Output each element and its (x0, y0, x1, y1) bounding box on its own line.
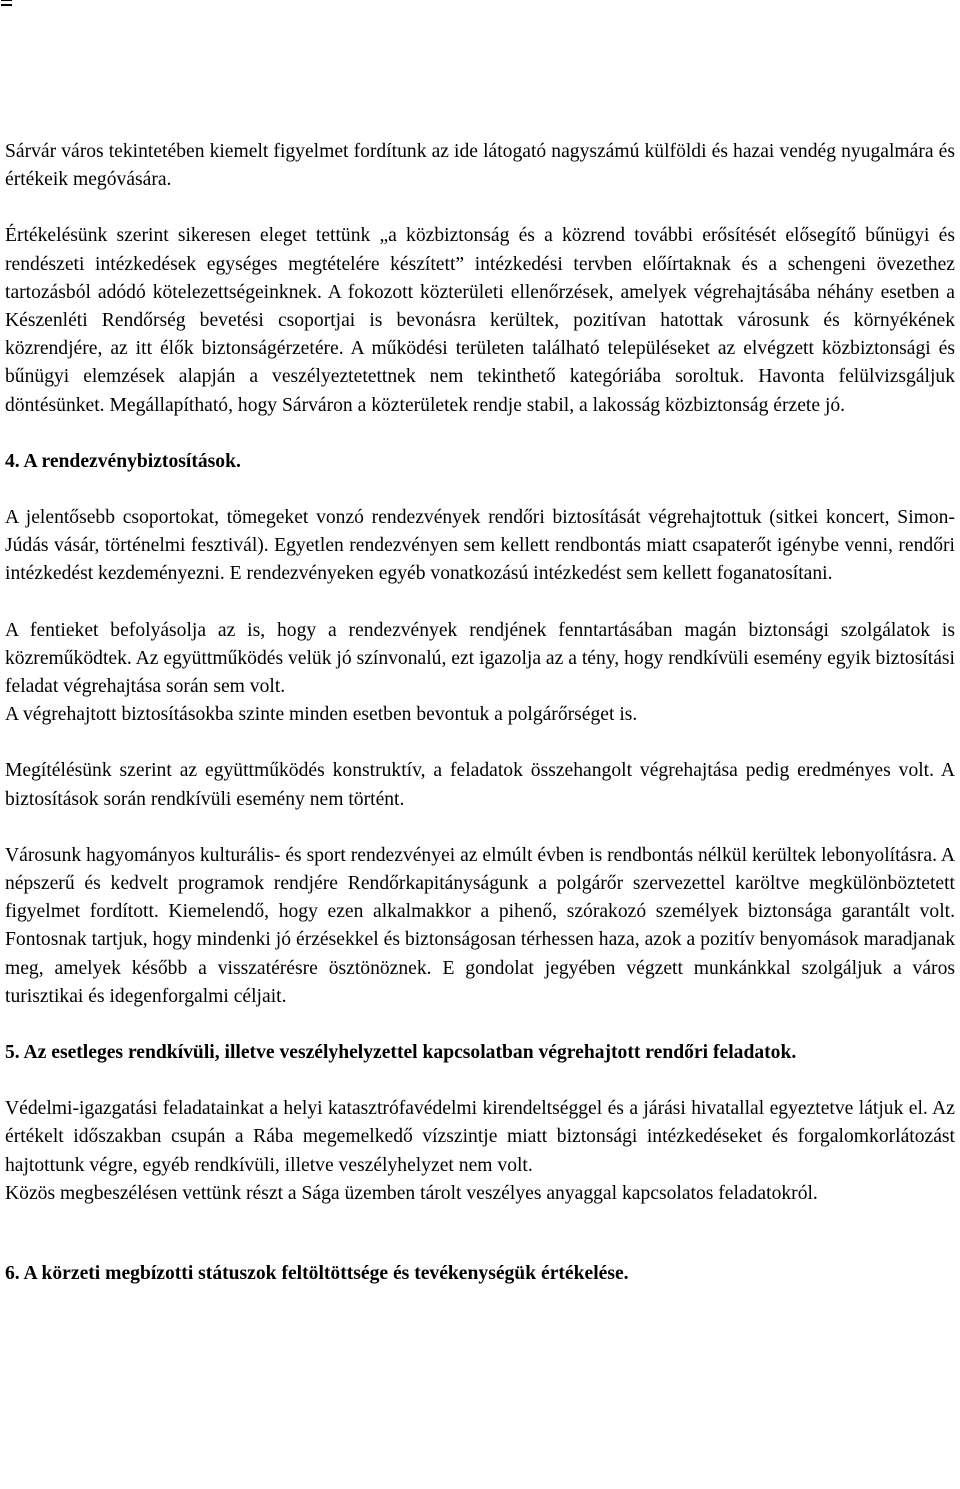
paragraph-hazardous-material-meeting: Közös megbeszélésen vettünk részt a Sága üzemben tárolt veszélyes anyaggal kapcsolatos feladatokról. (5, 1182, 818, 1204)
paragraph-defense-administration: Védelmi-igazgatási feladatainkat a helyi katasztrófavédelmi kirendeltséggel és a járási hivatallal egyeztetve látjuk el. Az értékelt időszakban csupán a Rába megemelkedő vízszintje miatt biztonsági intézkedéseket és forgalomkorlátozást hajtottunk végre, egyéb rendkívüli, illetve veszélyhelyzet nem volt. (5, 1098, 955, 1176)
document-page (5, 138, 955, 1288)
heading-emergency-tasks: 5. Az esetleges rendkívüli, illetve veszélyhelyzettel kapcsolatban végrehajtott rendőri feladatok. (5, 1042, 797, 1064)
paragraph-public-safety-evaluation: Értékelésünk szerint sikeresen eleget tettünk „a közbiztonság és a közrend további erősítését elősegítő bűnügyi és rendészeti intézkedések egységes megtételére készített” intézkedési tervben előírtaknak és a schengeni övezethez tartozásból adódó kötelezettségeinknek. A fokozott közterületi ellenőrzések, amelyek végrehajtásába néhány esetben a Készenléti Rendőrség bevetési csoportjai is bevonásra kerültek, pozitívan hatottak városunk és környékének közrendjére, az itt élők biztonságérzetére. A működési területen található településeket az elvégzett közbiztonsági és bűnügyi elemzések alapján a veszélyeztetettnek nem tekinthető kategóriába soroltuk. Havonta felülvizsgáljuk döntésünket. Megállapítható, hogy Sárváron a közterületek rendje stabil, a lakosság közbiztonság érzete jó. (5, 225, 955, 416)
paragraph-event-policing: A jelentősebb csoportokat, tömegeket vonzó rendezvények rendőri biztosítását végrehajtottuk (sitkei koncert, Simon-Júdás vásár, történelmi fesztivál). Egyetlen rendezvényen sem kellett rendbontás miatt csapaterőt igénybe venni, rendőri intézkedést kezdeményezni. E rendezvényeken egyéb vonatkozású intézkedést sem kellett foganatosítani. (5, 507, 955, 585)
paragraph-visitors: Sárvár város tekintetében kiemelt figyelmet fordítunk az ide látogató nagyszámú külföldi és hazai vendég nyugalmára és értékeik megóvására. (5, 141, 955, 191)
paragraph-cooperation: Megítélésünk szerint az együttműködés konstruktív, a feladatok összehangolt végrehajtása pedig eredményes volt. A biztosítások során rendkívüli esemény nem történt. (5, 760, 955, 810)
corner-mark-icon (1, 0, 12, 6)
heading-event-security: 4. A rendezvénybiztosítások. (5, 450, 241, 472)
paragraph-city-events: Városunk hagyományos kulturális- és sport rendezvényei az elmúlt évben is rendbontás nélkül kerültek lebonyolításra. A népszerű és kedvelt programok rendjére Rendőrkapitányságunk a polgárőr szervezettel karöltve megkülönböztetett figyelmet fordított. Kiemelendő, hogy ezen alkalmakkor a pihenő, szórakozó személyek biztonsága garantált volt. Fontosnak tartjuk, hogy mindenki jó érzésekkel és biztonságosan térhessen haza, azok a pozitív benyomások maradjanak meg, amelyek később a visszatérésre ösztönöznek. E gondolat jegyében végzett munkánkkal szolgáljuk a város turisztikai és idegenforgalmi céljait. (5, 844, 955, 1007)
heading-district-officers: 6. A körzeti megbízotti státuszok feltöltöttsége és tevékenységük értékelése. (5, 1263, 629, 1285)
paragraph-private-security: A fentieket befolyásolja az is, hogy a rendezvények rendjének fenntartásában magán biztonsági szolgálatok is közreműködtek. Az együttműködés velük jó színvonalú, ezt igazolja az a tény, hogy rendkívüli esemény egyik biztosítási feladat végrehajtása során sem volt. (5, 619, 955, 698)
paragraph-civil-guard: A végrehajtott biztosításokba szinte minden esetben bevontuk a polgárőrséget is. (5, 704, 638, 726)
